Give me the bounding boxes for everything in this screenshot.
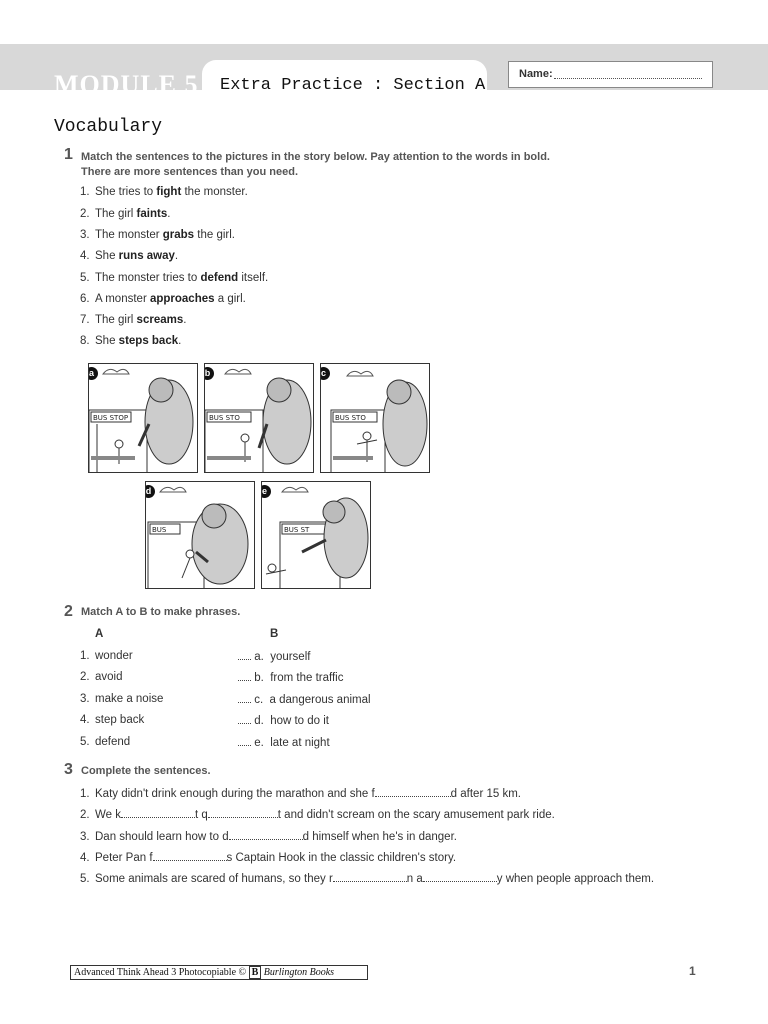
monster-scene-illustration <box>146 482 255 589</box>
list-item: 1. She tries to fight the monster. <box>80 186 248 198</box>
list-item: e. late at night <box>238 736 330 749</box>
name-field[interactable] <box>508 61 713 88</box>
answer-blank[interactable] <box>238 714 251 724</box>
answer-blank[interactable] <box>375 787 451 797</box>
story-picture-e <box>261 481 371 589</box>
story-picture-b <box>204 363 314 473</box>
section-title: Vocabulary <box>54 117 163 137</box>
picture-label: b <box>204 367 214 380</box>
story-picture-c <box>320 363 430 473</box>
svg-text:BUS STO: BUS STO <box>335 414 366 422</box>
list-item: 3. Dan should learn how to d d himself when he's in danger. <box>80 831 457 843</box>
list-item: d. how to do it <box>238 714 329 727</box>
monster-scene-illustration <box>262 482 371 589</box>
picture-label: a <box>88 367 98 380</box>
footer-text: Advanced Think Ahead 3 Photocopiable © <box>74 967 247 978</box>
footer-brand: Burlington Books <box>263 967 335 978</box>
exercise-2-instruction: Match A to B to make phrases. <box>81 606 241 618</box>
answer-blank[interactable] <box>238 650 251 660</box>
monster-scene-illustration <box>321 364 430 473</box>
answer-blank[interactable] <box>153 851 227 861</box>
list-item: 5. The monster tries to defend itself. <box>80 272 269 284</box>
answer-blank[interactable] <box>238 671 251 681</box>
exercise-2-number: 2 <box>64 603 73 620</box>
exercise-3-instruction: Complete the sentences. <box>81 765 211 777</box>
svg-text:BUS: BUS <box>152 526 167 534</box>
name-line <box>554 78 702 79</box>
column-a-heading: A <box>95 628 104 640</box>
answer-blank[interactable] <box>238 736 251 746</box>
list-item: 3. make a noise <box>80 693 164 705</box>
exercise-1-instruction-line2: There are more sentences than you need. <box>81 166 299 178</box>
list-item: 1. wonder <box>80 650 133 662</box>
answer-blank[interactable] <box>229 830 303 840</box>
list-item: b. from the traffic <box>238 671 343 684</box>
list-item: 7. The girl screams. <box>80 314 187 326</box>
list-item: 4. Peter Pan f s Captain Hook in the classic children's story. <box>80 852 457 864</box>
exercise-3-number: 3 <box>64 761 73 778</box>
list-item: 8. She steps back. <box>80 335 182 347</box>
monster-scene-illustration <box>89 364 198 473</box>
list-item: 2. avoid <box>80 671 123 683</box>
list-item: 4. She runs away. <box>80 250 179 262</box>
list-item: 2. The girl faints. <box>80 208 171 220</box>
answer-blank[interactable] <box>333 872 407 882</box>
list-item: 3. The monster grabs the girl. <box>80 229 235 241</box>
name-label: Name: <box>519 68 553 80</box>
monster-scene-illustration <box>205 364 314 473</box>
svg-text:BUS ST: BUS ST <box>284 526 310 534</box>
answer-blank[interactable] <box>208 808 278 818</box>
answer-blank[interactable] <box>121 808 195 818</box>
svg-text:BUS STO: BUS STO <box>209 414 240 422</box>
svg-text:BUS STOP: BUS STOP <box>93 414 129 422</box>
answer-blank[interactable] <box>238 693 251 703</box>
exercise-1-number: 1 <box>64 146 73 163</box>
page-title: Extra Practice : Section A <box>220 76 486 95</box>
story-picture-d <box>145 481 255 589</box>
list-item: 4. step back <box>80 714 145 726</box>
picture-label: c <box>320 367 330 380</box>
exercise-1-instruction <box>81 150 550 180</box>
list-item: 5. defend <box>80 736 131 748</box>
page-number: 1 <box>689 964 696 978</box>
list-item: 5. Some animals are scared of humans, so they r n a y when people approach them. <box>80 873 655 885</box>
column-b-heading: B <box>270 628 279 640</box>
list-item: a. yourself <box>238 650 310 663</box>
list-item: 1. Katy didn't drink enough during the marathon and she f d after 15 km. <box>80 788 521 800</box>
list-item: c. a dangerous animal <box>238 693 371 706</box>
story-picture-a <box>88 363 198 473</box>
picture-label: d <box>145 485 155 498</box>
footer-credit: Advanced Think Ahead 3 Photocopiable © B Burlington Books <box>70 965 368 980</box>
list-item: 6. A monster approaches a girl. <box>80 293 246 305</box>
list-item: 2. We k t q t and didn't scream on the scary amusement park ride. <box>80 809 555 821</box>
module-label: MODULE 5 <box>54 70 199 99</box>
picture-label: e <box>261 485 271 498</box>
exercise-1-instruction-line1: Match the sentences to the pictures in the story below. Pay attention to the words in bold. <box>81 151 550 163</box>
answer-blank[interactable] <box>423 872 497 882</box>
